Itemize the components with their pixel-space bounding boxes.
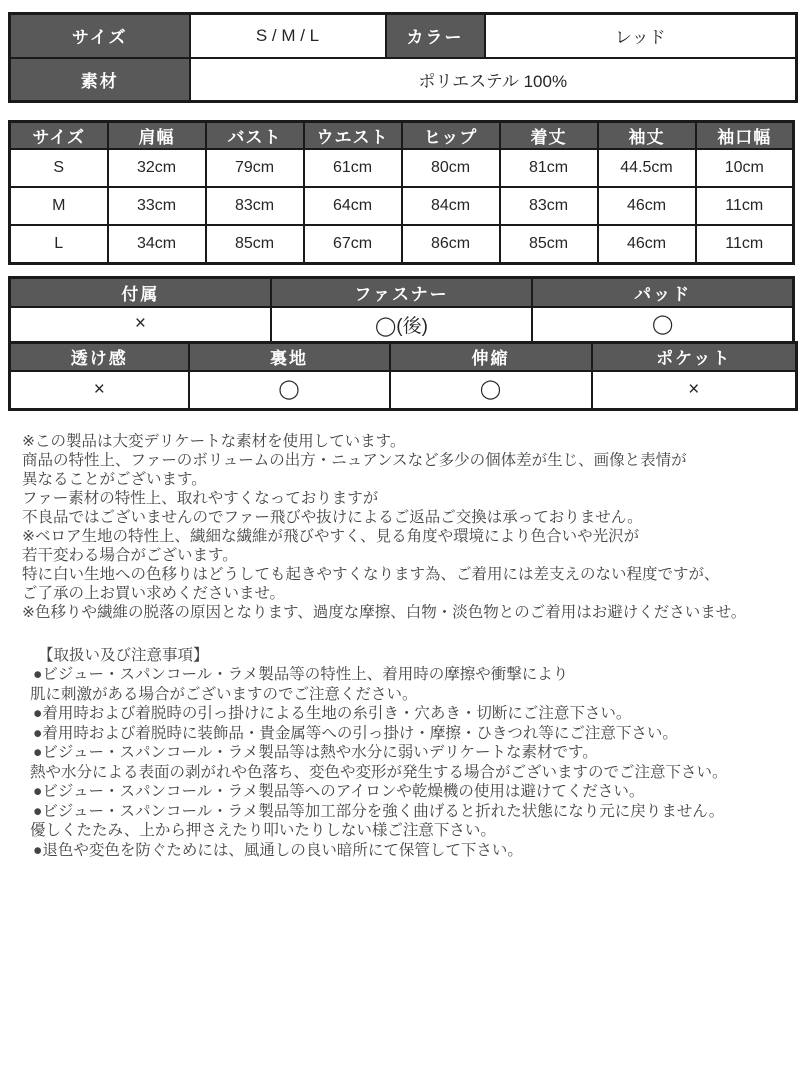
material-value-cell: ポリエステル 100% bbox=[190, 58, 797, 102]
size-chart-cell: 85cm bbox=[206, 225, 304, 263]
size-chart-cell: S bbox=[10, 149, 108, 187]
size-value-cell: S / M / L bbox=[190, 14, 386, 58]
table-header-row bbox=[10, 122, 794, 150]
handling-line: ●ビジュー・スパンコール・ラメ製品等へのアイロンや乾燥機の使用は避けてください。 bbox=[33, 783, 645, 800]
size-chart-header-cell: ウエスト bbox=[304, 122, 402, 150]
size-chart-cell: 46cm bbox=[598, 225, 696, 263]
size-chart-header-cell: 袖丈 bbox=[598, 122, 696, 150]
size-chart-cell: 83cm bbox=[206, 187, 304, 225]
table-row bbox=[10, 149, 794, 187]
size-chart-cell: 44.5cm bbox=[598, 149, 696, 187]
feature-value-cell: ◯ bbox=[390, 371, 592, 409]
handling-line: 熱や水分による表面の剥がれや色落ち、変色や変形が発生する場合がございますのでご注意下さい。 bbox=[30, 763, 728, 781]
notes-line: ※色移りや繊維の脱落の原因となります、過度な摩擦、白物・淡色物とのご着用はお避けくださいませ。 bbox=[22, 603, 747, 621]
feature-header-cell: パッド bbox=[532, 277, 793, 307]
size-chart-cell: 84cm bbox=[402, 187, 500, 225]
handling-line: ●退色や変色を防ぐためには、風通しの良い暗所にて保管して下さい。 bbox=[33, 841, 523, 859]
product-info-table bbox=[8, 12, 798, 103]
table-header-row bbox=[10, 342, 797, 371]
size-chart-cell: 81cm bbox=[500, 149, 598, 187]
notes-line: 異なることがございます。 bbox=[22, 470, 207, 488]
size-chart-cell: 11cm bbox=[696, 225, 794, 263]
feature-header-cell: 裏地 bbox=[189, 342, 390, 371]
handling-heading: 【取扱い及び注意事項】 bbox=[38, 646, 209, 664]
feature-value-cell: × bbox=[10, 371, 189, 409]
size-chart-header-cell: サイズ bbox=[10, 122, 108, 150]
features-table-b bbox=[8, 341, 798, 411]
size-chart-header-cell: ヒップ bbox=[402, 122, 500, 150]
notes-line: ご了承の上お買い求めくださいませ。 bbox=[22, 584, 286, 602]
size-chart-cell: 79cm bbox=[206, 149, 304, 187]
size-chart-cell: 86cm bbox=[402, 225, 500, 263]
notes-line: 若干変わる場合がございます。 bbox=[22, 546, 238, 564]
notes-line: ファー素材の特性上、取れやすくなっておりますが bbox=[22, 489, 379, 507]
notes-line: ※この製品は大変デリケートな素材を使用しています。 bbox=[22, 432, 406, 450]
feature-header-cell: ファスナー bbox=[271, 277, 532, 307]
handling-line: ●着用時および着脱時の引っ掛けによる生地の糸引き・穴あき・切断にご注意下さい。 bbox=[33, 705, 632, 722]
feature-header-cell: ポケット bbox=[592, 342, 797, 371]
size-chart-cell: 34cm bbox=[108, 225, 206, 263]
size-chart-cell: 64cm bbox=[304, 187, 402, 225]
table-row bbox=[10, 371, 797, 409]
handling-line: 優しくたたみ、上から押さえたり叩いたりしない様ご注意下さい。 bbox=[30, 822, 496, 839]
color-value-cell: レッド bbox=[485, 14, 797, 58]
table-row bbox=[10, 58, 797, 102]
feature-value-cell: ◯(後) bbox=[271, 307, 532, 342]
size-chart-cell: 33cm bbox=[108, 187, 206, 225]
size-chart-header-cell: 袖口幅 bbox=[696, 122, 794, 150]
notes-line: 不良品ではございませんのでファー飛びや抜けによるご返品ご交換は承っておりません。 bbox=[22, 508, 643, 526]
table-row bbox=[10, 307, 794, 342]
feature-header-cell: 付属 bbox=[10, 277, 271, 307]
material-label-cell: 素材 bbox=[10, 58, 190, 102]
handling-line: ●ビジュー・スパンコール・ラメ製品等の特性上、着用時の摩擦や衝撃により bbox=[33, 666, 569, 683]
size-chart-cell: 83cm bbox=[500, 187, 598, 225]
size-chart-cell: M bbox=[10, 187, 108, 225]
size-chart-cell: L bbox=[10, 225, 108, 263]
size-chart-cell: 67cm bbox=[304, 225, 402, 263]
size-chart-cell: 10cm bbox=[696, 149, 794, 187]
feature-header-cell: 伸縮 bbox=[390, 342, 592, 371]
color-label-cell: カラー bbox=[386, 14, 485, 58]
feature-value-cell: × bbox=[592, 371, 797, 409]
feature-value-cell: ◯ bbox=[532, 307, 793, 342]
size-chart-header-cell: 肩幅 bbox=[108, 122, 206, 150]
handling-notes bbox=[0, 646, 800, 861]
features-table-a bbox=[8, 276, 795, 344]
notes-line: ※ベロア生地の特性上、繊細な繊維が飛びやすく、見る角度や環境により色合いや光沢が bbox=[22, 527, 640, 545]
handling-line: 肌に刺激がある場合がございますのでご注意ください。 bbox=[30, 685, 418, 703]
material-notes bbox=[0, 432, 800, 622]
table-row bbox=[10, 14, 797, 58]
size-chart-header-cell: バスト bbox=[206, 122, 304, 150]
notes-line: 商品の特性上、ファーのボリュームの出方・ニュアンスなど多少の個体差が生じ、画像と表情が bbox=[22, 451, 687, 469]
table-row bbox=[10, 187, 794, 225]
size-chart-cell: 80cm bbox=[402, 149, 500, 187]
size-chart-cell: 32cm bbox=[108, 149, 206, 187]
size-chart-cell: 46cm bbox=[598, 187, 696, 225]
size-chart-cell: 61cm bbox=[304, 149, 402, 187]
size-chart-cell: 11cm bbox=[696, 187, 794, 225]
table-row bbox=[10, 225, 794, 263]
table-header-row bbox=[10, 277, 794, 307]
handling-line: ●ビジュー・スパンコール・ラメ製品等加工部分を強く曲げると折れた状態になり元に戻りません。 bbox=[33, 802, 725, 820]
size-label-cell: サイズ bbox=[10, 14, 190, 58]
handling-line: ●ビジュー・スパンコール・ラメ製品等は熱や水分に弱いデリケートな素材です。 bbox=[33, 744, 598, 761]
size-chart-table bbox=[8, 120, 795, 265]
feature-header-cell: 透け感 bbox=[10, 342, 189, 371]
size-chart-header-cell: 着丈 bbox=[500, 122, 598, 150]
handling-line: ●着用時および着脱時に装飾品・貴金属等への引っ掛け・摩擦・ひきつれ等にご注意下さい。 bbox=[33, 724, 678, 742]
notes-line: 特に白い生地への色移りはどうしても起きやすくなります為、ご着用には差支えのない程度ですが、 bbox=[22, 565, 720, 583]
feature-value-cell: ◯ bbox=[189, 371, 390, 409]
size-chart-cell: 85cm bbox=[500, 225, 598, 263]
feature-value-cell: × bbox=[10, 307, 271, 342]
